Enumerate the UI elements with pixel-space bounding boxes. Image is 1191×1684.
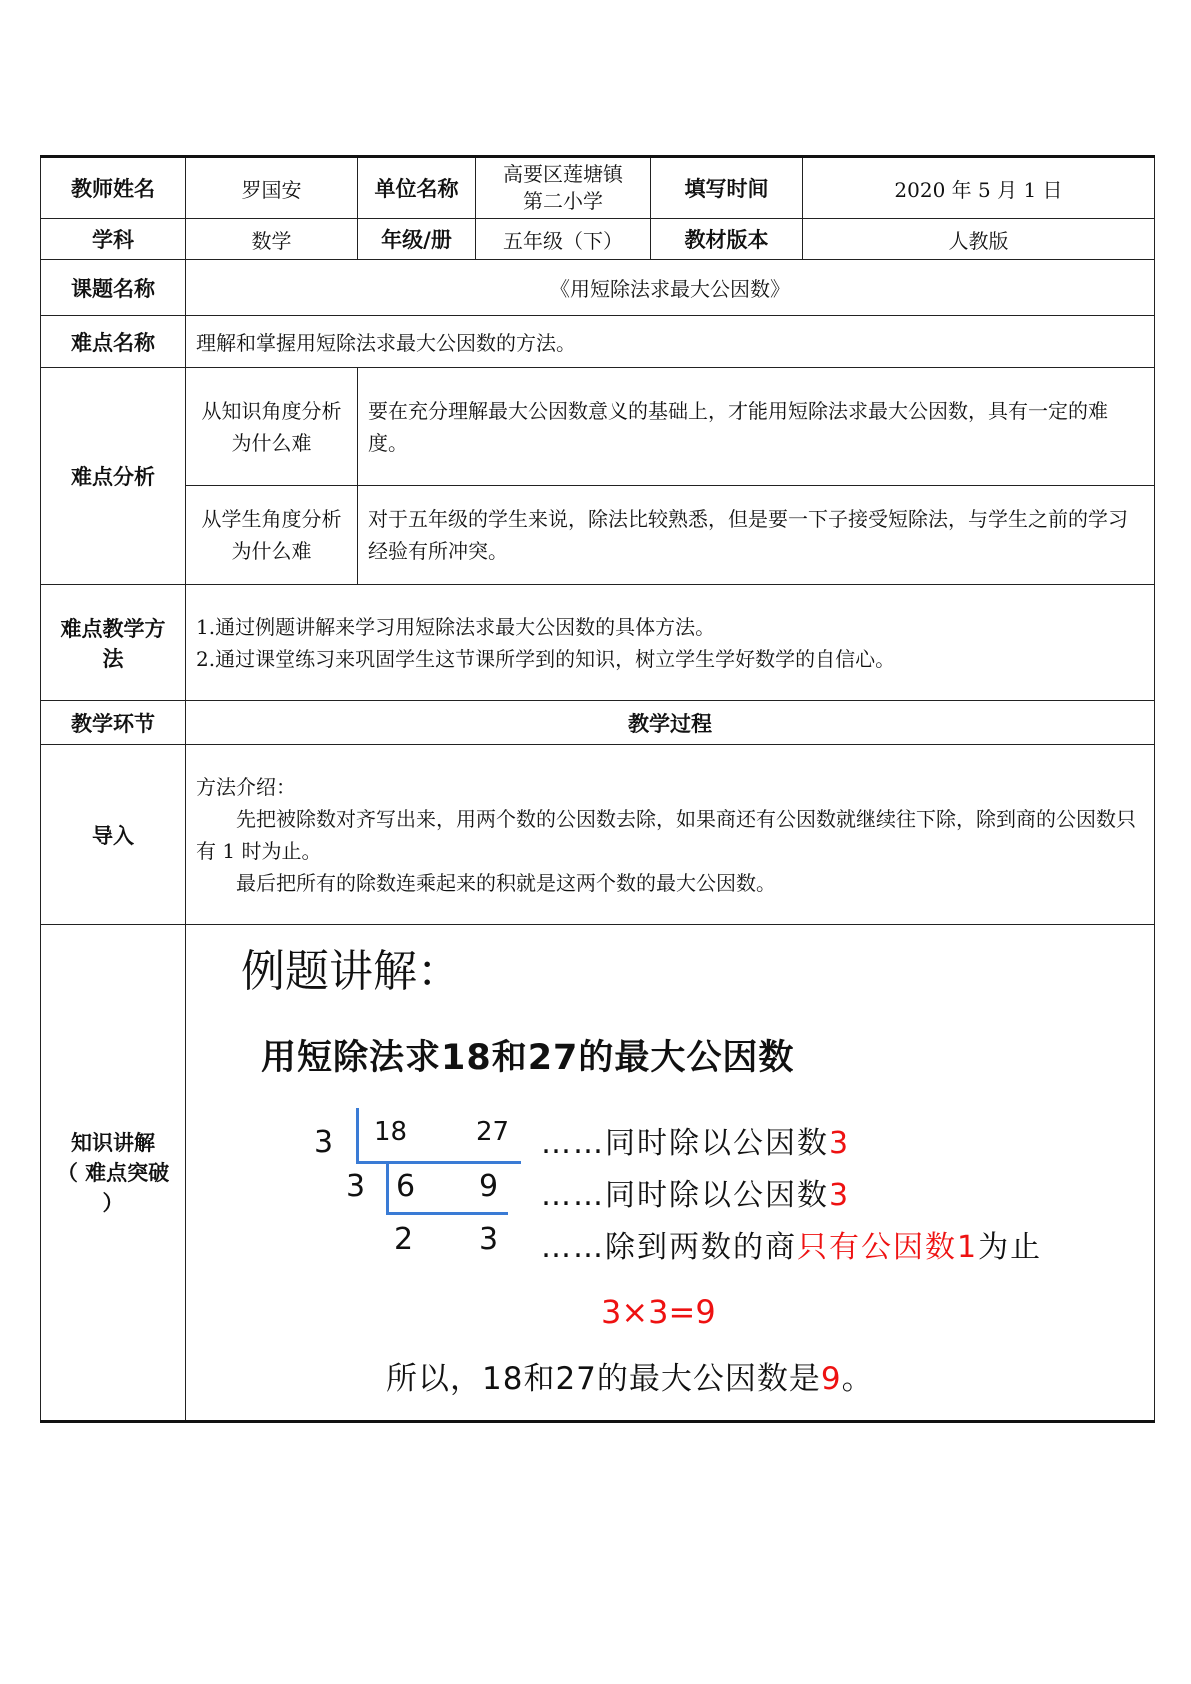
row-knowledge — [41, 925, 1155, 1422]
example-title: 例题讲解： — [241, 946, 461, 997]
method-item: 2.通过课堂练习来巩固学生这节课所学到的知识，树立学生学好数学的自信心。 — [196, 646, 896, 671]
methods-list — [186, 585, 1155, 701]
note-3 — [541, 1222, 1042, 1266]
intro-label: 导入 — [41, 745, 186, 925]
methods-label: 难点教学方法 — [41, 585, 186, 701]
knowledge-label-line-1: 知识讲解 — [71, 1130, 155, 1155]
unit-line-1: 高要区莲塘镇 — [503, 162, 623, 186]
date-label: 填写时间 — [651, 157, 803, 219]
difficulty-value: 理解和掌握用短除法求最大公因数的方法。 — [186, 316, 1155, 368]
row-analysis-knowledge — [41, 368, 1155, 486]
divisor-1: 3 — [314, 1125, 334, 1160]
method-item: 1.通过例题讲解来学习用短除法求最大公因数的具体方法。 — [196, 614, 716, 639]
row-process-header — [41, 701, 1155, 745]
product-calc: 3×3=9 — [601, 1293, 716, 1331]
row-methods — [41, 585, 1155, 701]
unit-name — [476, 157, 651, 219]
process-label: 教学过程 — [186, 701, 1155, 745]
unit-label: 单位名称 — [358, 157, 476, 219]
division-underline-1 — [356, 1161, 521, 1164]
division-underline-2 — [386, 1212, 508, 1215]
dividend-b1: 27 — [476, 1117, 510, 1147]
edition-label: 教材版本 — [651, 219, 803, 260]
student-angle-label — [186, 486, 358, 585]
student-angle-line-2: 为什么难 — [231, 539, 312, 563]
date-value: 2020 年 5 月 1 日 — [803, 157, 1155, 219]
division-bracket-1 — [356, 1108, 359, 1163]
knowledge-angle-text — [358, 368, 1155, 486]
topic-value: 《用短除法求最大公因数》 — [186, 260, 1155, 316]
grade-label: 年级/册 — [358, 219, 476, 260]
subject-label: 学科 — [41, 219, 186, 260]
knowledge-angle-label — [186, 368, 358, 486]
note-1 — [541, 1118, 850, 1162]
row-header-2 — [41, 219, 1155, 260]
quotient-a3: 2 — [394, 1222, 414, 1257]
lesson-table — [40, 155, 1155, 1423]
note-2-text: ……同时除以公因数 — [541, 1178, 829, 1213]
note-2 — [541, 1170, 850, 1214]
student-angle-text — [358, 486, 1155, 585]
example-cell — [186, 925, 1155, 1422]
knowledge-label — [41, 925, 186, 1422]
student-angle-paragraph: 对于五年级的学生来说，除法比较熟悉，但是要一下子接受短除法，与学生之前的学习经验有所冲突。 — [368, 507, 1128, 563]
conclusion-answer: 9 — [820, 1361, 842, 1397]
note-1-text: ……同时除以公因数 — [541, 1126, 829, 1161]
division-bracket-2 — [386, 1161, 389, 1214]
unit-line-2: 第二小学 — [523, 189, 603, 213]
intro-content — [186, 745, 1155, 925]
quotient-b2: 9 — [479, 1169, 499, 1204]
example-panel — [186, 925, 1154, 1420]
divisor-2: 3 — [346, 1169, 366, 1204]
quotient-a2: 6 — [396, 1169, 416, 1204]
intro-paragraph-2: 最后把所有的除数连乘起来的积就是这两个数的最大公因数。 — [236, 870, 776, 895]
row-intro — [41, 745, 1155, 925]
topic-label: 课题名称 — [41, 260, 186, 316]
note-1-red: 3 — [829, 1126, 851, 1161]
dividend-a1: 18 — [374, 1117, 408, 1147]
note-3-end: 为止 — [978, 1230, 1043, 1265]
knowledge-angle-line-2: 为什么难 — [231, 430, 312, 455]
row-difficulty — [41, 316, 1155, 368]
conclusion-text: 所以，18和27的最大公因数是 — [386, 1361, 821, 1397]
grade-value: 五年级（下） — [476, 219, 651, 260]
conclusion — [386, 1353, 874, 1398]
note-3-red: 只有公因数1 — [797, 1230, 979, 1265]
note-3-text: ……除到两数的商 — [541, 1230, 797, 1265]
difficulty-label: 难点名称 — [41, 316, 186, 368]
row-topic — [41, 260, 1155, 316]
student-angle-line-1: 从学生角度分析 — [201, 507, 342, 531]
lesson-plan — [40, 155, 1154, 1423]
subject-value: 数学 — [186, 219, 358, 260]
quotient-b3: 3 — [479, 1222, 499, 1257]
intro-paragraph-1: 先把被除数对齐写出来，用两个数的公因数去除，如果商还有公因数就继续往下除，除到商的公因数只有 1 时为止。 — [196, 806, 1136, 863]
intro-heading: 方法介绍： — [196, 774, 296, 799]
knowledge-angle-line-1: 从知识角度分析 — [201, 398, 342, 423]
stage-label: 教学环节 — [41, 701, 186, 745]
teacher-label: 教师姓名 — [41, 157, 186, 219]
knowledge-angle-paragraph: 要在充分理解最大公因数意义的基础上，才能用短除法求最大公因数，具有一定的难度。 — [368, 398, 1108, 455]
row-header-1 — [41, 157, 1155, 219]
edition-value: 人教版 — [803, 219, 1155, 260]
note-2-red: 3 — [829, 1178, 851, 1213]
knowledge-label-line-2: （ 难点突破 ） — [56, 1160, 170, 1215]
conclusion-end: 。 — [841, 1361, 874, 1397]
analysis-label: 难点分析 — [41, 368, 186, 585]
row-analysis-student — [41, 486, 1155, 585]
example-question: 用短除法求18和27的最大公因数 — [261, 1038, 795, 1078]
teacher-name: 罗国安 — [186, 157, 358, 219]
